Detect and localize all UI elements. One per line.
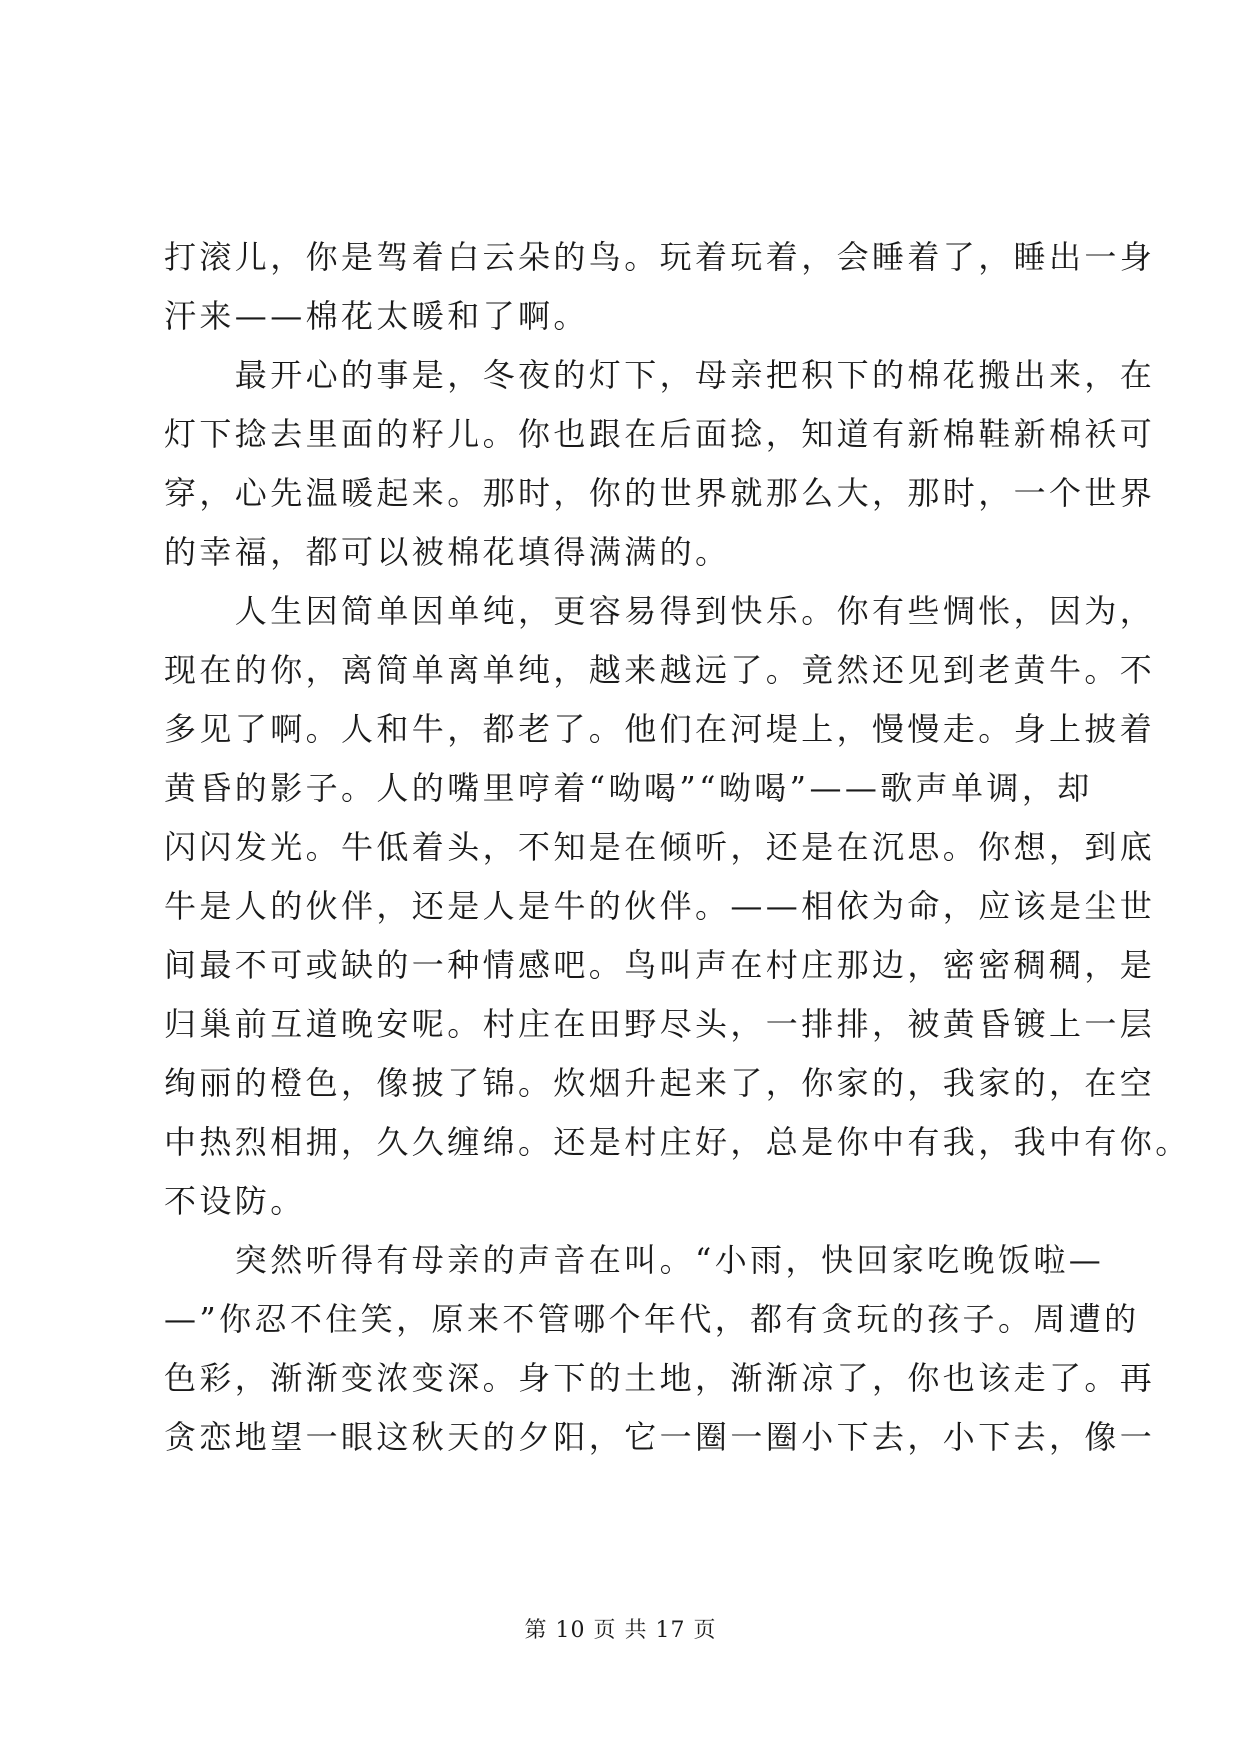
text-line: 不设防。 <box>164 1182 306 1220</box>
text-line: 穿，心先温暖起来。那时，你的世界就那么大，那时，一个世界 <box>164 474 1156 512</box>
text-line: 间最不可或缺的一种情感吧。鸟叫声在村庄那边，密密稠稠，是 <box>164 946 1156 984</box>
text-line: 中热烈相拥，久久缠绵。还是村庄好，总是你中有我，我中有你。 <box>164 1123 1191 1161</box>
text-line: 灯下捻去里面的籽儿。你也跟在后面捻，知道有新棉鞋新棉袄可 <box>164 415 1156 453</box>
text-line: 贪恋地望一眼这秋天的夕阳，它一圈一圈小下去，小下去，像一 <box>164 1418 1156 1456</box>
text-line: 打滚儿，你是驾着白云朵的鸟。玩着玩着，会睡着了，睡出一身 <box>164 238 1156 276</box>
page-number-footer: 第 10 页 共 17 页 <box>524 1618 717 1643</box>
text-line: 色彩，渐渐变浓变深。身下的土地，渐渐凉了，你也该走了。再 <box>164 1359 1156 1397</box>
text-line: 汗来——棉花太暖和了啊。 <box>164 297 589 335</box>
text-line: 的幸福，都可以被棉花填得满满的。 <box>164 533 731 571</box>
text-line: —”你忍不住笑，原来不管哪个年代，都有贪玩的孩子。周遭的 <box>164 1300 1140 1338</box>
text-line: 黄昏的影子。人的嘴里哼着“呦喝”“呦喝”——歌声单调，却 <box>164 769 1093 807</box>
text-line: 归巢前互道晚安呢。村庄在田野尽头，一排排，被黄昏镀上一层 <box>164 1005 1156 1043</box>
body-text <box>164 228 1191 1467</box>
text-line: 突然听得有母亲的声音在叫。“小雨，快回家吃晚饭啦— <box>164 1241 1105 1279</box>
text-line: 闪闪发光。牛低着头，不知是在倾听，还是在沉思。你想，到底 <box>164 828 1156 866</box>
text-line: 现在的你，离简单离单纯，越来越远了。竟然还见到老黄牛。不 <box>164 651 1156 689</box>
text-line: 人生因简单因单纯，更容易得到快乐。你有些惆怅，因为， <box>164 592 1156 630</box>
text-line: 绚丽的橙色，像披了锦。炊烟升起来了，你家的，我家的，在空 <box>164 1064 1156 1102</box>
text-line: 最开心的事是，冬夜的灯下，母亲把积下的棉花搬出来，在 <box>164 356 1156 394</box>
text-line: 牛是人的伙伴，还是人是牛的伙伴。——相依为命，应该是尘世 <box>164 887 1156 925</box>
text-line: 多见了啊。人和牛，都老了。他们在河堤上，慢慢走。身上披着 <box>164 710 1156 748</box>
